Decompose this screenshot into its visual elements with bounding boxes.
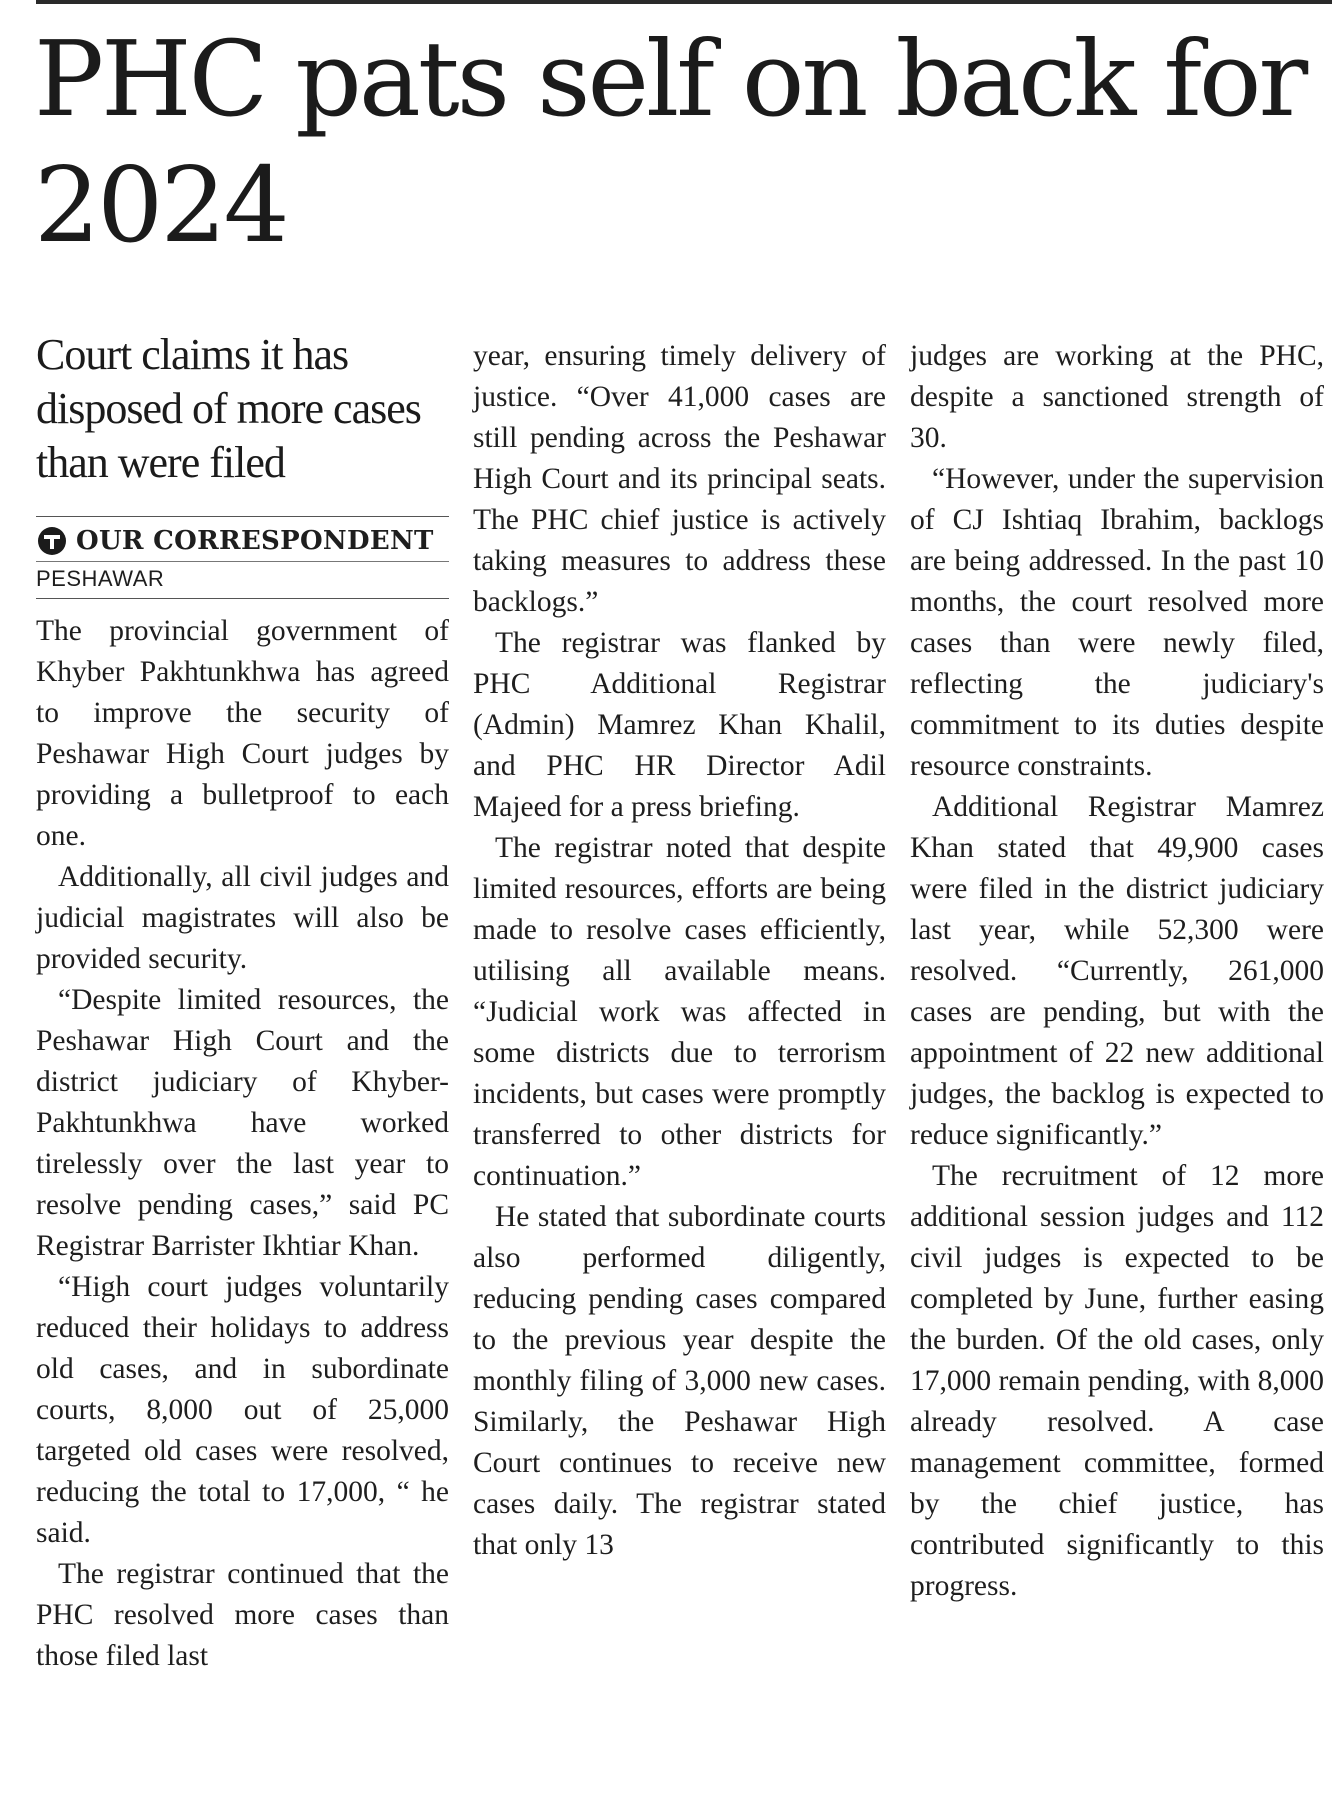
paragraph: “However, under the supervision of CJ Ishtiaq Ibrahim, backlogs are being addressed. In the past 10 months, the court resolved more cases than were newly filed, reflecting the judiciary's commitment to its duties despite resource constraints. xyxy=(910,463,1324,782)
article-column-3 xyxy=(910,336,1324,1796)
article-column-2 xyxy=(473,336,886,1796)
article-column-1 xyxy=(36,328,449,1788)
paragraph: The registrar was flanked by PHC Additional Registrar (Admin) Mamrez Khan Khalil, and PHC HR Director Adil Majeed for a press briefing. xyxy=(473,627,886,823)
paragraph: The registrar continued that the PHC resolved more cases than those filed last xyxy=(36,1558,449,1672)
paragraph: The registrar noted that despite limited resources, efforts are being made to resolve cases efficiently, utilising all available means. “Judicial work was affected in some districts due to terrorism incidents, but cases were promptly transferred to other districts for continuation.” xyxy=(473,832,886,1192)
subheadline: Court claims it has disposed of more cases than were filed xyxy=(36,330,421,487)
top-rule xyxy=(36,0,1332,4)
paragraph: judges are working at the PHC, despite a sanctioned strength of 30. xyxy=(910,340,1324,454)
paragraph: Additional Registrar Mamrez Khan stated that 49,900 cases were filed in the district judiciary last year, while 52,300 were resolved. “Currently, 261,000 cases are pending, but with the appointment of 22 new additional judges, the backlog is expected to reduce significantly.” xyxy=(910,791,1324,1151)
paragraph: year, ensuring timely delivery of justice. “Over 41,000 cases are still pending across the Peshawar High Court and its principal seats. The PHC chief justice is actively taking measures to address these backlogs.” xyxy=(473,340,886,618)
paragraph: “Despite limited resources, the Peshawar High Court and the district judiciary of Khyber-Pakhtunkhwa have worked tirelessly over the last year to resolve pending cases,” said PC Registrar Barrister Ikhtiar Khan. xyxy=(36,984,449,1262)
paragraph: The provincial government of Khyber Pakhtunkhwa has agreed to improve the security of Peshawar High Court judges by providing a bulletproof to each one. xyxy=(36,615,449,852)
paragraph: Additionally, all civil judges and judicial magistrates will also be provided security. xyxy=(36,861,449,975)
byline-block xyxy=(36,516,449,599)
headline: PHC pats self on back for 2024 xyxy=(34,18,1306,266)
paragraph: The recruitment of 12 more additional session judges and 112 civil judges is expected to be completed by June, further easing the burden. Of the old cases, only 17,000 remain pending, with 8,000 already resolved. A case management committee, formed by the chief justice, has contributed significantly to this progress. xyxy=(910,1160,1324,1602)
byline xyxy=(36,517,449,561)
express-tribune-t-icon xyxy=(38,527,66,555)
paragraph: He stated that subordinate courts also performed diligently, reducing pending cases compared to the previous year despite the monthly filing of 3,000 new cases. Similarly, the Peshawar High Court continues to receive new cases daily. The registrar stated that only 13 xyxy=(473,1201,886,1561)
byline-author: OUR CORRESPONDENT xyxy=(76,526,434,556)
paragraph: “High court judges voluntarily reduced their holidays to address old cases, and in subordinate courts, 8,000 out of 25,000 targeted old cases were resolved, reducing the total to 17,000, “ he said. xyxy=(36,1271,449,1549)
dateline: PESHAWAR xyxy=(36,561,449,598)
